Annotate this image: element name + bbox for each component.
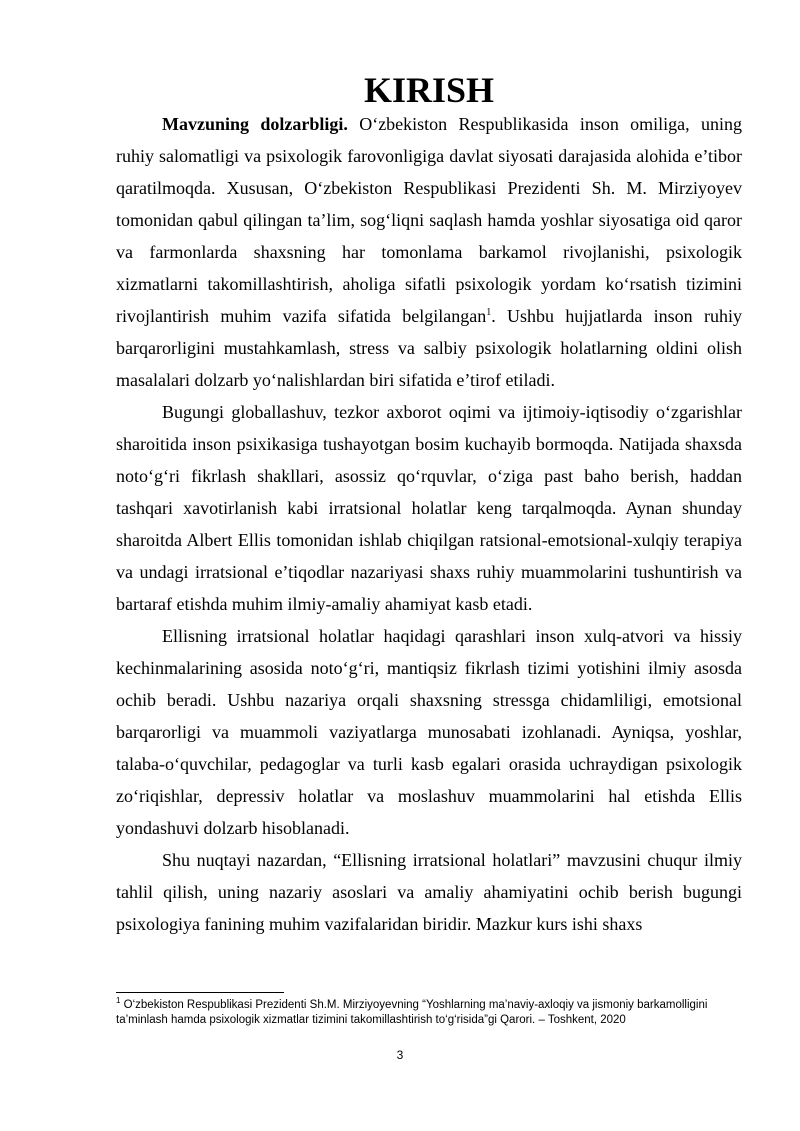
paragraph-lead: Mavzuning dolzarbligi. [162, 114, 348, 134]
paragraph-text-continued: . Ushbu hujjatlarda inson ruhiy barqarorligini mustahkamlash, stress va salbiy psixologik holatlarning oldini olish masalalari dolzarb yo‘nalishlardan biri sifatida e’tirof etiladi. [116, 306, 742, 390]
footnote-divider [116, 992, 284, 993]
footnote-text: O‘zbekiston Respublikasi Prezidenti Sh.M. Mirziyoyevning “Yoshlarning ma’naviy-axloqiy va jismoniy barkamolligini ta’minlash hamda psixologik xizmatlar tizimini takomillashtirish to‘g‘risida”gi Qarori. – Toshkent, 2020 [116, 999, 708, 1026]
section-title: KIRISH [363, 70, 495, 110]
paragraph-ellis-views: Ellisning irratsional holatlar haqidagi qarashlari inson xulq-atvori va hissiy kechinmalarining asosida noto‘g‘ri, mantiqsiz fikrlash tizimi yotishini ilmiy asosda ochib beradi. Ushbu nazariya orqali shaxsning stressga chidamliligi, emotsional barqarorligi va muammoli vaziyatlarga munosabati izohlanadi. Ayniqsa, yoshlar, talaba-o‘quvchilar, pedagoglar va turli kasb egalari orasida uchraydigan psixologik zo‘riqishlar, depressiv holatlar va moslashuv muammolarini hal etishda Ellis yondashuvi dolzarb hisoblanadi. [116, 626, 742, 838]
paragraph-globalization: Bugungi globallashuv, tezkor axborot oqimi va ijtimoiy-iqtisodiy o‘zgarishlar sharoitida inson psixikasiga tushayotgan bosim kuchayib bormoqda. Natijada shaxsda noto‘g‘ri fikrlash shakllari, asossiz qo‘rquvlar, o‘ziga past baho berish, haddan tashqari xavotirlanish kabi irratsional holatlar keng tarqalmoqda. Aynan shunday sharoitda Albert Ellis tomonidan ishlab chiqilgan ratsional-emotsional-xulqiy terapiya va undagi irratsional e’tiqodlar nazariyasi shaxs ruhiy muammolarini tushuntirish va bartaraf etishda muhim ilmiy-amaliy ahamiyat kasb etadi. [116, 402, 742, 614]
paragraph-research-aim: Shu nuqtayi nazardan, “Ellisning irratsional holatlari” mavzusini chuqur ilmiy tahlil qilish, uning nazariy asoslari va amaliy ahamiyatini ochib berish bugungi psixologiya fanining muhim vazifalaridan biridir. Mazkur kurs ishi shaxs [116, 850, 742, 934]
footnote [116, 998, 742, 1028]
page-number: 3 [396, 1048, 404, 1062]
paragraph-text: O‘zbekiston Respublikasida inson omiliga, uning ruhiy salomatligi va psixologik farovonligiga davlat siyosati darajasida alohida e’tibor qaratilmoqda. Xususan, O‘zbekiston Respublikasi Prezidenti Sh. M. Mirziyoyev tomonidan qabul qilingan ta’lim, sog‘liqni saqlash hamda yoshlar siyosatiga oid qaror va farmonlarda shaxsning har tomonlama barkamol rivojlanishi, psixologik xizmatlarni takomillashtirish, aholiga sifatli psixologik yordam ko‘rsatish tizimini rivojlantirish muhim vazifa sifatida belgilangan [116, 114, 743, 326]
paragraph-relevance [116, 108, 742, 396]
footnote-reference[interactable]: 1 [486, 307, 492, 318]
footnote-marker: 1 [116, 996, 121, 1006]
main-content [116, 70, 743, 940]
